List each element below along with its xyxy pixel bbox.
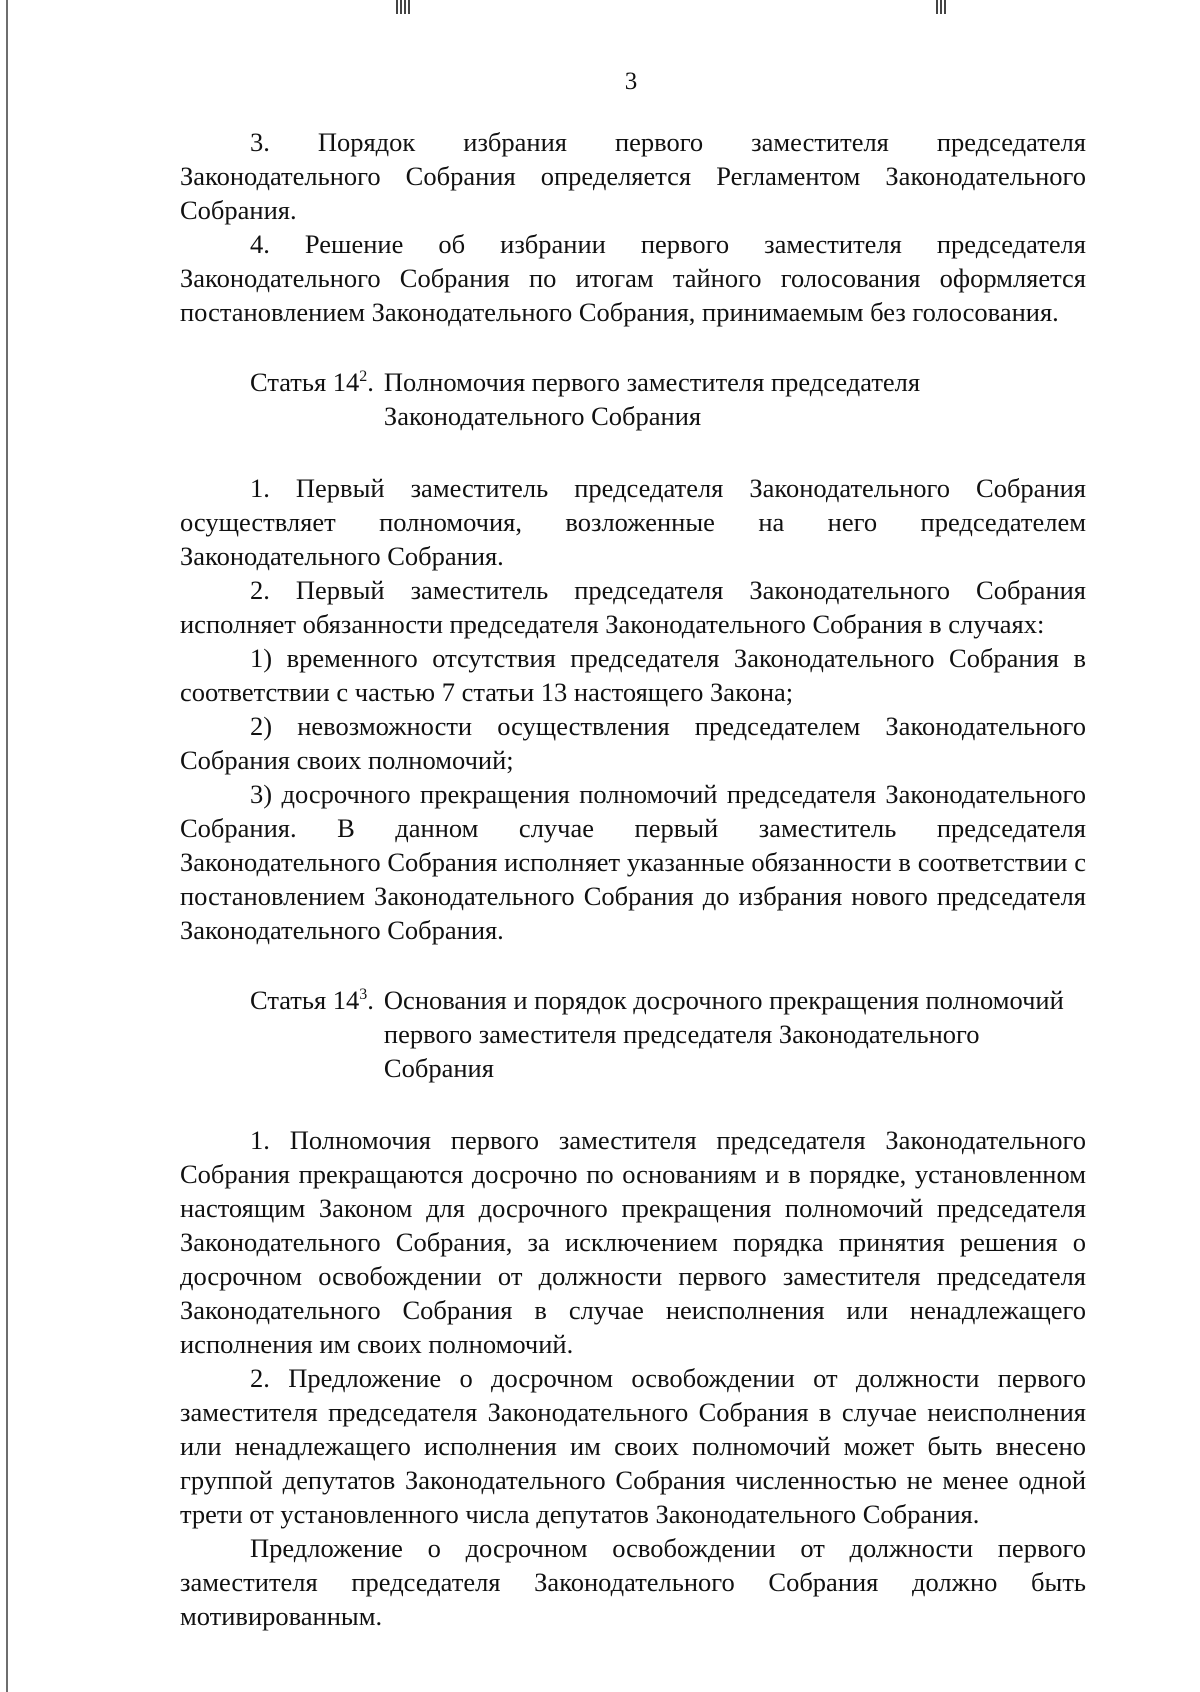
list-item: 2) невозможности осуществления председателем Законодательного Собрания своих полномочий; [180,711,1086,775]
paragraph: 4. Решение об избрании первого заместителя председателя Законодательного Собрания по итогам тайного голосования оформляется постановлением Законодательного Собрания, принимаемым без голосования. [180,229,1086,327]
article-label: Статья $14^3$. [250,985,374,1015]
scan-edge [6,0,8,1692]
article-label: Статья $14^2$. [250,367,374,397]
list-item: 3) досрочного прекращения полномочий председателя Законодательного Собрания. В данном случае первый заместитель председателя Законодательного Собрания исполняет указанные обязанности в соответствии с постановлением Законодательного Собрания до избрания нового председателя Законодательного Собрания. [180,779,1086,945]
document-body [180,125,1086,1633]
list-item: 1) временного отсутствия председателя Законодательного Собрания в соответствии с частью 7 статьи 13 настоящего Закона; [180,643,1086,707]
paragraph: 2. Предложение о досрочном освобождении от должности первого заместителя председателя Законодательного Собрания в случае неисполнения или ненадлежащего исполнения им своих полномочий может быть внесено группой депутатов Законодательного Собрания численностью не менее одной трети от установленного числа депутатов Законодательного Собрания. [180,1363,1086,1529]
article-heading [250,365,1086,433]
article-heading [250,983,1086,1085]
scan-artifact [396,0,410,14]
article-title: Основания и порядок досрочного прекращения полномочий первого заместителя председателя Законодательного Собрания [383,985,1064,1083]
scan-artifact [936,0,948,14]
paragraph: 1. Полномочия первого заместителя председателя Законодательного Собрания прекращаются досрочно по основаниям и в порядке, установленном настоящим Законом для досрочного прекращения полномочий председателя Законодательного Собрания, за исключением порядка принятия решения о досрочном освобождении от должности первого заместителя председателя Законодательного Собрания в случае неисполнения или ненадлежащего исполнения им своих полномочий. [180,1125,1086,1359]
article-title: Полномочия первого заместителя председателя Законодательного Собрания [383,367,921,431]
paragraph: 1. Первый заместитель председателя Законодательного Собрания осуществляет полномочия, возложенные на него председателем Законодательного Собрания. [180,473,1086,571]
page-number: 3 [624,68,638,95]
paragraph: 2. Первый заместитель председателя Законодательного Собрания исполняет обязанности председателя Законодательного Собрания в случаях: [180,575,1086,639]
paragraph: 3. Порядок избрания первого заместителя председателя Законодательного Собрания определяется Регламентом Законодательного Собрания. [180,127,1086,225]
paragraph: Предложение о досрочном освобождении от должности первого заместителя председателя Законодательного Собрания должно быть мотивированным. [180,1533,1086,1631]
